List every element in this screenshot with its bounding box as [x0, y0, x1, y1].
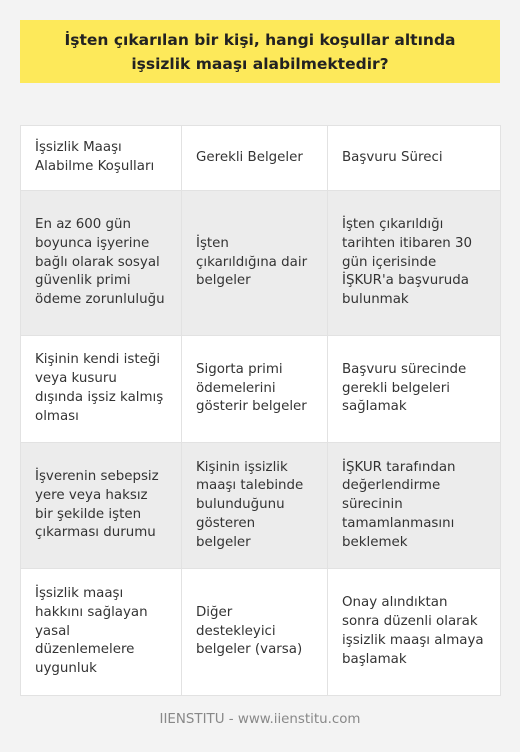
table-cell: En az 600 gün boyunca işyerine bağlı olarak sosyal güvenlik primi ödeme zorunluluğu: [21, 191, 182, 336]
table-row: [21, 443, 501, 569]
title-banner: [20, 20, 500, 83]
table-cell: İşten çıkarıldığı tarihten itibaren 30 gün içerisinde İŞKUR'a başvuruda bulunmak: [328, 191, 501, 336]
table-cell: Başvuru sürecinde gerekli belgeleri sağlamak: [328, 336, 501, 443]
table-row: [21, 336, 501, 443]
table-header-cell: Başvuru Süreci: [328, 126, 501, 191]
table-header-cell: İşsizlik Maaşı Alabilme Koşulları: [21, 126, 182, 191]
table-cell: Sigorta primi ödemelerini gösterir belgeler: [182, 336, 328, 443]
table-cell: Kişinin kendi isteği veya kusuru dışında işsiz kalmış olması: [21, 336, 182, 443]
table-cell: İŞKUR tarafından değerlendirme sürecinin tamamlanmasını beklemek: [328, 443, 501, 569]
conditions-table: [20, 125, 501, 696]
page-title: İşten çıkarılan bir kişi, hangi koşullar altında işsizlik maaşı alabilmektedir?: [64, 30, 456, 73]
table-header-row: [21, 126, 501, 191]
table-cell: Kişinin işsizlik maaşı talebinde bulunduğunu gösteren belgeler: [182, 443, 328, 569]
table-cell: Onay alındıktan sonra düzenli olarak işsizlik maaşı almaya başlamak: [328, 569, 501, 696]
table-row: [21, 569, 501, 696]
table-cell: İşten çıkarıldığına dair belgeler: [182, 191, 328, 336]
table-header-cell: Gerekli Belgeler: [182, 126, 328, 191]
table-row: [21, 191, 501, 336]
footer-credit: IIENSTITU - www.iienstitu.com: [159, 712, 361, 727]
table-cell: İşsizlik maaşı hakkını sağlayan yasal düzenlemelere uygunluk: [21, 569, 182, 696]
table-cell: İşverenin sebepsiz yere veya haksız bir şekilde işten çıkarması durumu: [21, 443, 182, 569]
table-cell: Diğer destekleyici belgeler (varsa): [182, 569, 328, 696]
